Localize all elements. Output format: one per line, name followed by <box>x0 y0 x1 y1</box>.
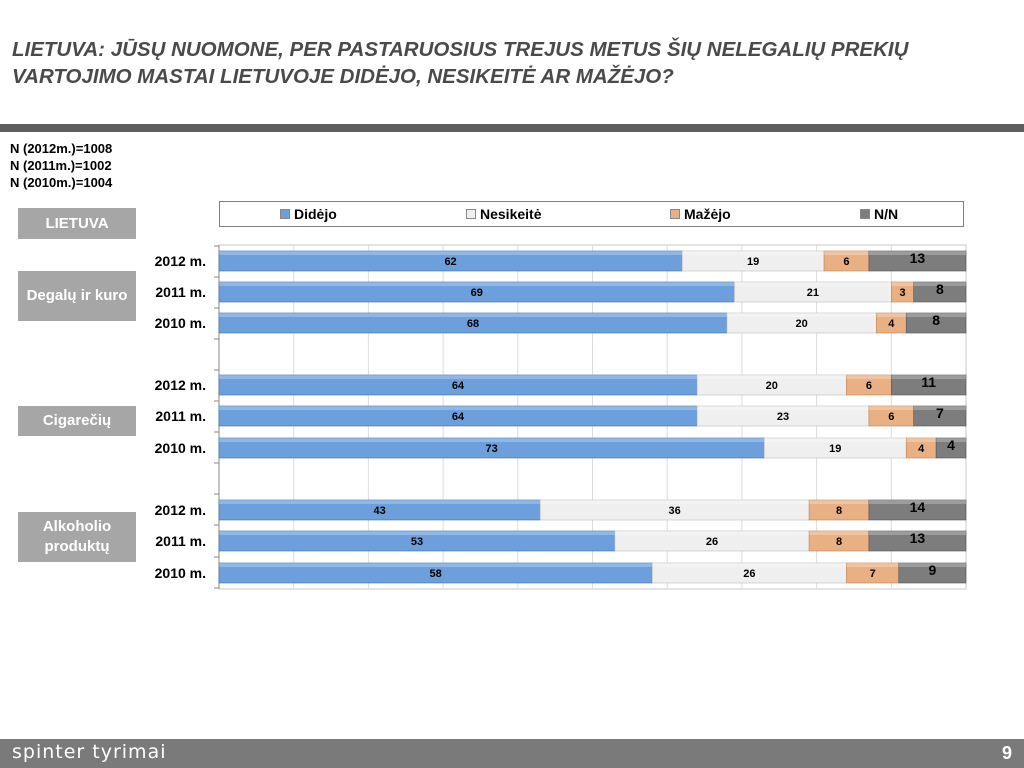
year-label: 2012 m. <box>154 377 206 393</box>
data-label-nesikeite: 21 <box>806 287 819 299</box>
year-label: 2011 m. <box>155 408 206 424</box>
data-label-nesikeite: 23 <box>776 411 790 423</box>
data-label-nn: 8 <box>935 281 944 297</box>
sample-size-2010: N (2010m.)=1004 <box>10 175 113 190</box>
data-label-nesikeite: 26 <box>743 568 756 580</box>
year-label: 2012 m. <box>154 502 206 518</box>
data-label-didejo: 53 <box>410 536 424 548</box>
bar-highlight <box>219 406 697 410</box>
legend-label-nesikeite: Nesikeitė <box>480 206 542 222</box>
data-label-didejo: 43 <box>373 505 386 517</box>
data-label-didejo: 64 <box>451 411 465 423</box>
year-label: 2010 m. <box>154 315 206 331</box>
legend-label-didejo: Didėjo <box>294 206 337 222</box>
footer-bar <box>0 739 1024 768</box>
data-label-nesikeite: 26 <box>705 536 719 548</box>
sample-size-2011: N (2011m.)=1002 <box>10 158 112 173</box>
bar-highlight <box>615 531 809 535</box>
group-label-fuel: Degalų ir kuro <box>18 271 136 321</box>
bar-highlight <box>682 251 824 255</box>
legend-label-mazejo: Mažėjo <box>684 206 731 222</box>
data-label-didejo: 58 <box>429 568 442 580</box>
data-label-mazejo: 7 <box>869 568 876 580</box>
bar-highlight <box>809 531 869 535</box>
bar-highlight <box>697 406 869 410</box>
bar-highlight <box>219 313 727 317</box>
bar-highlight <box>891 282 913 286</box>
data-label-didejo: 62 <box>444 256 457 268</box>
data-label-mazejo: 4 <box>918 443 925 455</box>
bar-highlight <box>219 500 540 504</box>
sample-size-2012: N (2012m.)=1008 <box>10 141 113 156</box>
bar-highlight <box>219 438 764 442</box>
data-label-nn: 7 <box>935 405 944 421</box>
data-label-didejo: 73 <box>485 443 498 455</box>
page-title: LIETUVA: JŪSŲ NUOMONE, PER PASTARUOSIUS TREJUS METUS ŠIŲ NELEGALIŲ PREKIŲ VARTOJIMO MASTAI LIETUVOJE DIDĖJO, NESIKEITĖ AR MAŽĖJO? <box>12 38 909 88</box>
bar-highlight <box>652 563 846 567</box>
bar-highlight <box>869 406 914 410</box>
bar-highlight <box>219 375 697 379</box>
data-label-mazejo: 3 <box>899 287 906 299</box>
bar-highlight <box>734 282 891 286</box>
bar-highlight <box>219 251 682 255</box>
bar-highlight <box>540 500 809 504</box>
data-label-nn: 8 <box>932 312 941 328</box>
data-label-mazejo: 4 <box>888 318 895 330</box>
bar-highlight <box>764 438 906 442</box>
data-label-didejo: 69 <box>470 287 483 299</box>
bar-highlight <box>846 375 891 379</box>
year-label: 2011 m. <box>155 533 206 549</box>
data-label-nn: 4 <box>947 437 955 453</box>
bar-highlight <box>219 531 615 535</box>
bar-highlight <box>824 251 869 255</box>
bar-highlight <box>697 375 846 379</box>
data-label-mazejo: 6 <box>888 411 895 423</box>
bar-highlight <box>876 313 906 317</box>
data-label-nn: 11 <box>921 374 937 390</box>
year-label: 2012 m. <box>154 253 206 269</box>
data-label-mazejo: 6 <box>865 380 872 392</box>
bar-highlight <box>727 313 876 317</box>
data-label-nesikeite: 20 <box>765 380 778 392</box>
data-label-nn: 14 <box>909 499 926 515</box>
data-label-mazejo: 8 <box>835 536 843 548</box>
group-label-alcohol: Alkoholio produktų <box>18 512 136 562</box>
footer-brand: spinter tyrimai <box>12 741 167 763</box>
data-label-nn: 13 <box>909 530 926 546</box>
data-label-mazejo: 8 <box>835 505 843 517</box>
data-label-mazejo: 6 <box>843 256 850 268</box>
group-label-cigarettes: Cigarečių <box>18 406 136 436</box>
bar-highlight <box>219 282 734 286</box>
page-number: 9 <box>1001 743 1012 763</box>
data-label-nesikeite: 20 <box>795 318 808 330</box>
data-label-nn: 13 <box>909 250 926 266</box>
bar-highlight <box>219 563 652 567</box>
bar-highlight <box>906 438 936 442</box>
data-label-nn: 9 <box>928 562 937 578</box>
bar-highlight <box>809 500 869 504</box>
legend-label-nn: N/N <box>874 206 899 222</box>
data-label-nesikeite: 19 <box>746 256 760 268</box>
year-label: 2011 m. <box>155 284 206 300</box>
data-label-didejo: 64 <box>451 380 465 392</box>
year-label: 2010 m. <box>154 440 206 456</box>
year-label: 2010 m. <box>154 565 206 581</box>
bar-highlight <box>846 563 898 567</box>
data-label-nesikeite: 19 <box>829 443 842 455</box>
region-label: LIETUVA <box>18 208 136 239</box>
data-label-nesikeite: 36 <box>668 505 681 517</box>
data-label-didejo: 68 <box>466 318 480 330</box>
